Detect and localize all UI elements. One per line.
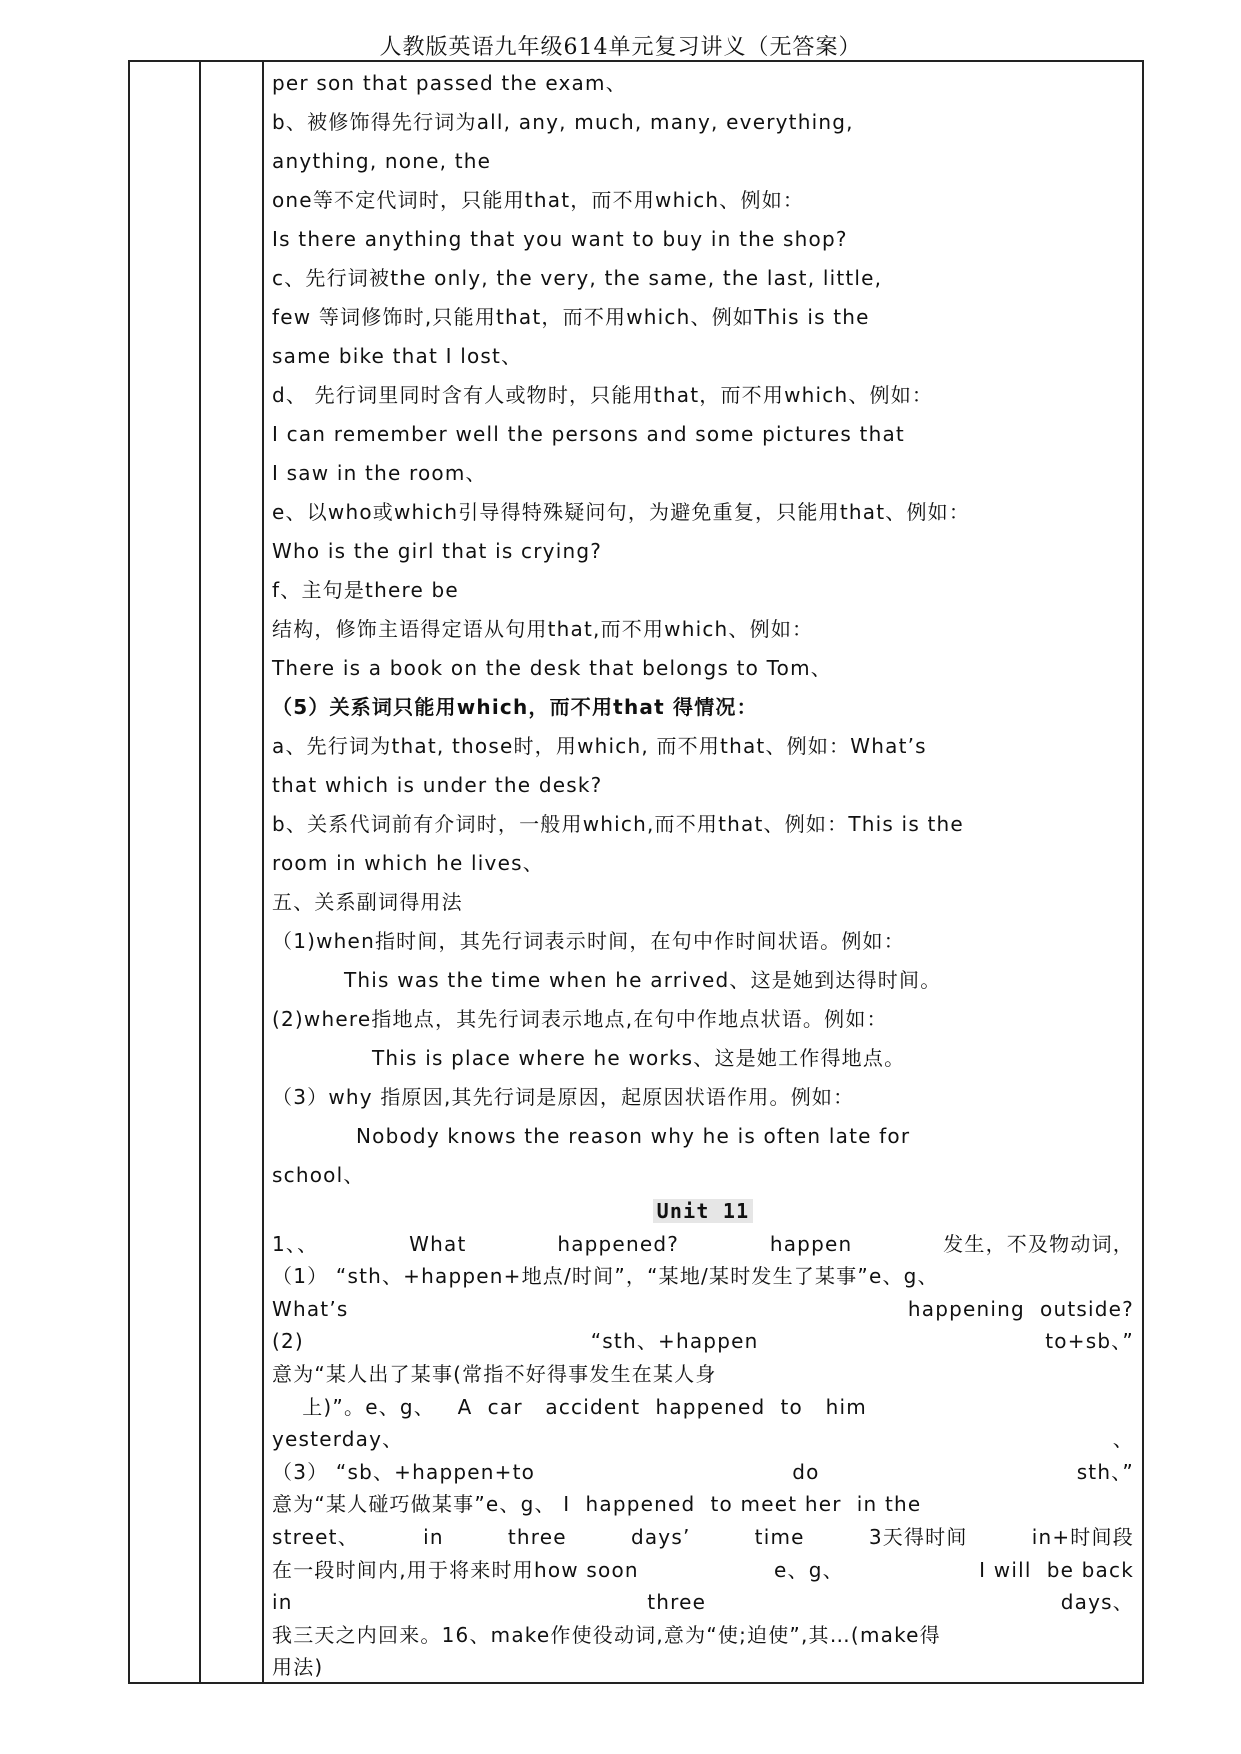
text-segment: time bbox=[754, 1524, 805, 1549]
text-segment: What bbox=[409, 1231, 467, 1256]
text-line: one等不定代词时，只能用that，而不用which、例如： bbox=[272, 188, 805, 212]
text-line bbox=[272, 1521, 1134, 1554]
text-segment: （3） “sb、+happen+to bbox=[272, 1459, 536, 1484]
relative-clause-notes bbox=[272, 64, 1134, 1195]
column-divider-2 bbox=[262, 60, 264, 1684]
text-segment: happening outside? bbox=[907, 1296, 1134, 1321]
text-segment: in bbox=[272, 1590, 293, 1615]
text-line: school、 bbox=[272, 1163, 365, 1187]
text-segment: days、 bbox=[1060, 1590, 1134, 1615]
text-segment: （1） “sth、+happen+地点/时间”，“某地/某时发生了某事”e、g、 bbox=[272, 1264, 939, 1289]
page-title: 人教版英语九年级614单元复习讲义（无答案） bbox=[379, 35, 862, 60]
column-divider-1 bbox=[199, 60, 201, 1684]
text-segment: 3天得时间 bbox=[868, 1524, 968, 1549]
text-segment: happened? bbox=[557, 1231, 680, 1256]
text-segment: yesterday、 bbox=[272, 1427, 404, 1452]
text-line: room in which he lives、 bbox=[272, 851, 544, 875]
text-line bbox=[272, 1423, 1134, 1456]
text-segment: 上)”。e、g、 A car accident happened to him bbox=[272, 1394, 867, 1419]
text-line: (2)where指地点，其先行词表示地点,在句中作地点状语。例如： bbox=[272, 1007, 888, 1031]
text-line: 结构，修饰主语得定语从句用that,而不用which、例如： bbox=[272, 617, 814, 641]
text-segment: in+时间段 bbox=[1031, 1524, 1134, 1549]
text-line bbox=[272, 1488, 1134, 1521]
text-line: per son that passed the exam、 bbox=[272, 71, 627, 95]
text-line: 五、关系副词得用法 bbox=[272, 890, 463, 914]
text-segment: 用法) bbox=[272, 1655, 324, 1680]
text-line: b、关系代词前有介词时，一般用which,而不用that、例如：This is the bbox=[272, 812, 964, 836]
text-line: f、主句是there be bbox=[272, 578, 459, 602]
text-segment: I will be back bbox=[979, 1557, 1134, 1582]
text-segment: 意为“某人出了某事(常指不好得事发生在某人身 bbox=[272, 1361, 717, 1386]
text-line: I can remember well the persons and some pictures that bbox=[272, 422, 905, 446]
text-segment: 1、、 bbox=[272, 1231, 319, 1256]
text-line bbox=[272, 1456, 1134, 1489]
text-line bbox=[272, 1260, 1134, 1293]
text-line: （1)when指时间，其先行词表示时间，在句中作时间状语。例如： bbox=[272, 929, 905, 953]
text-line bbox=[272, 1358, 1134, 1391]
text-line: （5）关系词只能用which，而不用that 得情况： bbox=[272, 695, 758, 719]
text-segment: sth、” bbox=[1076, 1459, 1134, 1484]
text-line: Is there anything that you want to buy in the shop? bbox=[272, 227, 848, 251]
text-line: that which is under the desk? bbox=[272, 773, 603, 797]
text-line: a、先行词为that, those时，用which, 而不用that、例如：What’s bbox=[272, 734, 927, 758]
text-segment: street、 bbox=[272, 1524, 359, 1549]
text-segment: days’ bbox=[630, 1524, 691, 1549]
unit-11-notes bbox=[272, 1195, 1134, 1684]
text-line bbox=[272, 1391, 1134, 1424]
text-line bbox=[272, 1651, 1134, 1684]
text-line: anything, none, the bbox=[272, 149, 492, 173]
text-line: c、先行词被the only, the very, the same, the last, little, bbox=[272, 266, 883, 290]
text-line: Nobody knows the reason why he is often late for bbox=[356, 1124, 911, 1148]
text-line: Who is the girl that is crying? bbox=[272, 539, 603, 563]
text-line bbox=[272, 1325, 1134, 1358]
text-segment: in bbox=[423, 1524, 444, 1549]
text-segment: “sth、+happen bbox=[590, 1329, 759, 1354]
text-line: b、被修饰得先行词为all, any, much, many, everything, bbox=[272, 110, 854, 134]
text-segment: e、g、 bbox=[774, 1557, 844, 1582]
text-segment: three bbox=[647, 1590, 707, 1615]
text-line: There is a book on the desk that belongs to Tom、 bbox=[272, 656, 832, 680]
text-line bbox=[272, 1228, 1134, 1261]
text-line: d、 先行词里同时含有人或物时，只能用that，而不用which、例如： bbox=[272, 383, 934, 407]
text-line: This is place where he works、这是她工作得地点。 bbox=[372, 1046, 906, 1070]
text-segment: three bbox=[507, 1524, 567, 1549]
text-segment: What’s bbox=[272, 1296, 349, 1321]
text-segment: happen bbox=[769, 1231, 853, 1256]
text-line: （3）why 指原因,其先行词是原因，起原因状语作用。例如： bbox=[272, 1085, 855, 1109]
lesson-content-cell bbox=[272, 64, 1134, 1684]
text-line bbox=[272, 1293, 1134, 1326]
text-segment: (2) bbox=[272, 1329, 304, 1354]
text-line: e、以who或which引导得特殊疑问句，为避免重复，只能用that、例如： bbox=[272, 500, 971, 524]
text-segment: 在一段时间内,用于将来时用how soon bbox=[272, 1557, 639, 1582]
unit-heading: Unit 11 bbox=[272, 1195, 1134, 1228]
text-line: same bike that I lost、 bbox=[272, 344, 523, 368]
text-line bbox=[272, 1619, 1134, 1652]
text-line bbox=[272, 1586, 1134, 1619]
text-segment: 发生，不及物动词， bbox=[943, 1231, 1134, 1256]
text-segment: 意为“某人碰巧做某事”e、g、 I happened to meet her in the bbox=[272, 1492, 922, 1517]
text-line: few 等词修饰时,只能用that，而不用which、例如This is the bbox=[272, 305, 870, 329]
text-segment: to+sb、” bbox=[1045, 1329, 1134, 1354]
text-line: This was the time when he arrived、这是她到达得时间。 bbox=[344, 968, 942, 992]
text-line bbox=[272, 1554, 1134, 1587]
text-line: I saw in the room、 bbox=[272, 461, 487, 485]
text-segment: 、 bbox=[1112, 1427, 1134, 1452]
text-segment: 我三天之内回来。16、make作使役动词,意为“使;迫使”,其…(make得 bbox=[272, 1622, 941, 1647]
text-segment: do bbox=[792, 1459, 820, 1484]
